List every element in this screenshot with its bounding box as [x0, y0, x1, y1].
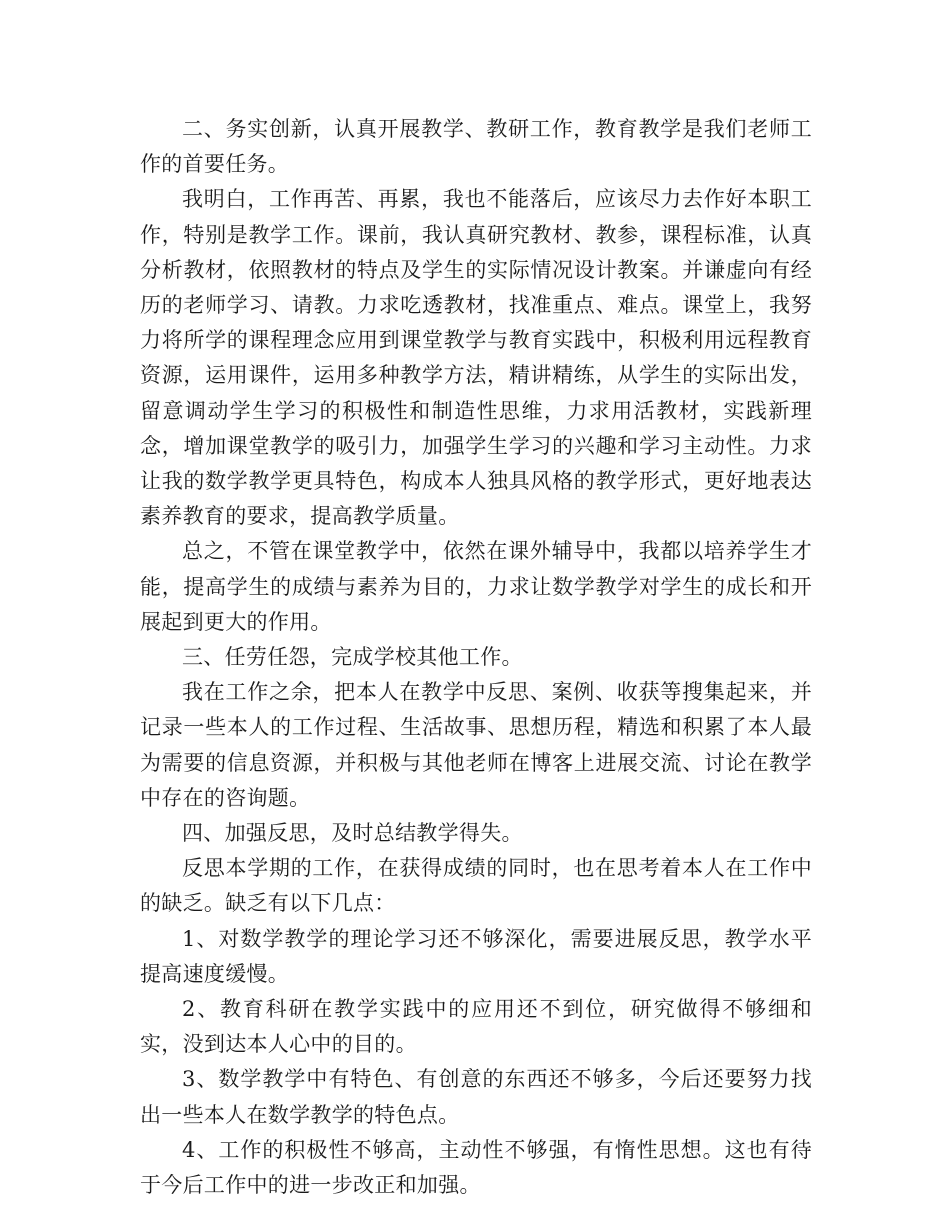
list-item: 3、数学教学中有特色、有创意的东西还不够多，今后还要努力找出一些本人在数学教学的特色点。 [140, 1067, 812, 1127]
list-item: 2、教育科研在教学实践中的应用还不到位，研究做得不够细和实，没到达本人心中的目的。 [140, 997, 812, 1057]
list-item: 4、工作的积极性不够高，主动性不够强，有惰性思想。这也有待于今后工作中的进一步改正和加强。 [140, 1137, 812, 1198]
list-item: 1、对数学教学的理论学习还不够深化，需要进展反思，教学水平提高速度缓慢。 [140, 926, 812, 986]
body-paragraph: 反思本学期的工作，在获得成绩的同时，也在思考着本人在工作中的缺乏。缺乏有以下几点： [140, 856, 812, 916]
section-heading-four: 四、加强反思，及时总结教学得失。 [182, 821, 523, 846]
body-paragraph: 总之，不管在课堂教学中，依然在课外辅导中，我都以培养学生才能，提高学生的成绩与素养为目的，力求让数学教学对学生的成长和开展起到更大的作用。 [140, 539, 812, 634]
body-paragraph: 我明白，工作再苦、再累，我也不能落后，应该尽力去作好本职工作，特别是教学工作。课前，我认真研究教材、教参，课程标准，认真分析教材，依照教材的特点及学生的实际情况设计教案。并谦虚向有经历的老师学习、请教。力求吃透教材，找准重点、难点。课堂上，我努力将所学的课程理念应用到课堂教学与教育实践中，积极利用远程教育资源，运用课件，运用多种教学方法，精讲精练，从学生的实际出发，留意调动学生学习的积极性和制造性思维，力求用活教材，实践新理念，增加课堂教学的吸引力，加强学生学习的兴趣和学习主动性。力求让我的数学教学更具特色，构成本人独具风格的教学形式，更好地表达素养教育的要求，提高教学质量。 [140, 187, 812, 529]
document-body [140, 112, 812, 1203]
body-paragraph: 我在工作之余，把本人在教学中反思、案例、收获等搜集起来，并记录一些本人的工作过程、生活故事、思想历程，精选和积累了本人最为需要的信息资源，并积极与其他老师在博客上进展交流、讨论在教学中存在的咨询题。 [140, 680, 812, 810]
section-heading-two: 二、务实创新，认真开展教学、教研工作，教育教学是我们老师工作的首要任务。 [140, 117, 812, 177]
section-heading-three: 三、任劳任怨，完成学校其他工作。 [182, 645, 523, 670]
